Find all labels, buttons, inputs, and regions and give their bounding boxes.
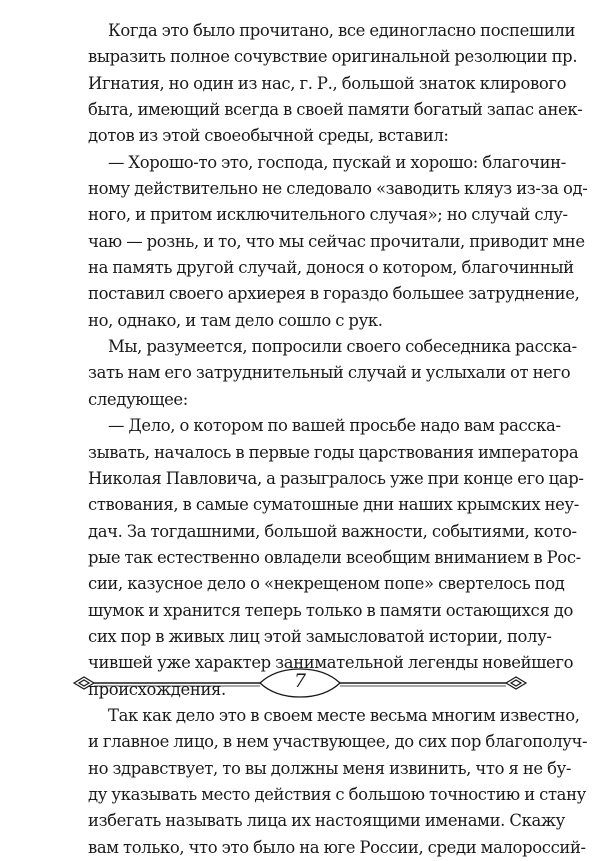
page-body-text [88, 18, 588, 861]
text-line: ствования, в самые суматошные дни наших крымских неу- [88, 495, 579, 515]
text-line: Так как дело это в своем месте весьма многим известно, [108, 705, 580, 725]
text-line: ному действительно не следовало «заводить кляуз из-за од- [88, 179, 588, 199]
text-line: выразить полное сочувствие оригинальной резолюции пр. [88, 47, 578, 67]
text-line: ного, и притом исключительного случая»; но случай слу- [88, 205, 568, 225]
text-line: поставил своего архиерея в гораздо большее затруднение, [88, 284, 580, 304]
text-line: и главное лицо, в нем участвующее, до сих пор благополуч- [88, 732, 588, 752]
text-line: происхождения. [88, 679, 226, 699]
text-line: Мы, разумеется, попросили своего собеседника расска- [108, 337, 577, 357]
text-line: Когда это было прочитано, все единогласно поспешили [108, 21, 576, 40]
text-line: вам только, что это было на юге России, среди малороссий- [88, 837, 586, 857]
text-line: Николая Павловича, а разыгралось уже при конце его цар- [88, 468, 584, 488]
text-line: — Дело, о котором по вашей просьбе надо вам расска- [108, 416, 561, 436]
text-line: — Хорошо-то это, господа, пускай и хорошо: благочин- [108, 152, 566, 172]
text-line: дач. За тогдашними, большой важности, событиями, кото- [88, 521, 577, 541]
text-line: быта, имеющий всегда в своей памяти богатый запас анек- [88, 100, 583, 120]
text-line: зать нам его затруднительный случай и услыхали от него [88, 363, 571, 383]
text-line: шумок и хранится теперь только в памяти остающихся до [88, 600, 573, 620]
text-line: рые так естественно овладели всеобщим вниманием в Рос- [88, 547, 581, 567]
text-line: сих пор в живых лиц этой замысловатой истории, полу- [88, 626, 552, 646]
text-line: следующее: [88, 389, 188, 409]
text-line: на память другой случай, донося о котором, благочинный [88, 258, 574, 278]
page-footer [70, 665, 530, 701]
text-line: дотов из этой своеобычной среды, вставил: [88, 126, 449, 146]
text-line: ду указывать место действия с большою точностию и стану [88, 784, 586, 804]
text-line: чаю — рознь, и то, что мы сейчас прочитали, приводит мне [88, 231, 585, 251]
text-line: Игнатия, но один из нас, г. Р., большой знаток клирового [88, 73, 567, 93]
text-line: но, однако, и там дело сошло с рук. [88, 310, 383, 330]
text-line: сии, казусное дело о «некрещеном попе» свертелось под [88, 574, 565, 594]
text-line: но здравствует, то вы должны меня извинить, что я не бу- [88, 758, 572, 778]
text-line: зывать, началось в первые годы царствования императора [88, 442, 579, 462]
text-line: избегать называть лица их настоящими именами. Скажу [88, 811, 565, 831]
page-number: 7 [293, 670, 307, 692]
text-line: чившей уже характер занимательной легенды новейшего [88, 653, 574, 673]
